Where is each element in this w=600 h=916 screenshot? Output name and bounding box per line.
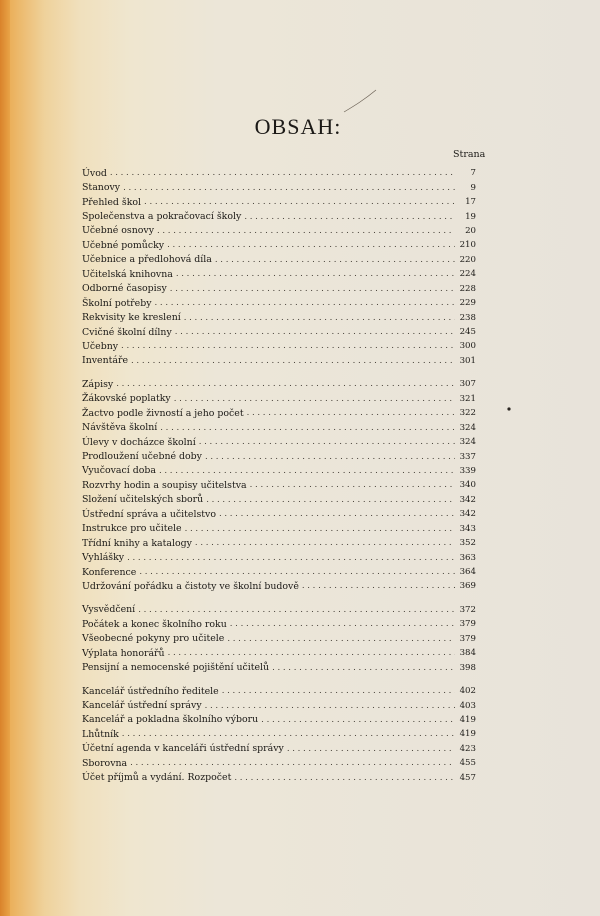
dot-leader xyxy=(138,605,455,615)
toc-entry-label: Počátek a konec školního roku xyxy=(82,618,227,630)
toc-entry-label: Ústřední správa a učitelstvo xyxy=(82,508,216,520)
toc-entry-page: 403 xyxy=(459,700,476,711)
section-gap xyxy=(82,675,476,684)
toc-entry-label: Vyučovací doba xyxy=(82,465,156,477)
dot-leader xyxy=(157,226,455,236)
dot-leader xyxy=(302,581,455,591)
dot-leader xyxy=(160,423,455,433)
toc-entry-label: Všeobecné pokyny pro učitele xyxy=(82,633,225,645)
toc-entry-page: 337 xyxy=(459,451,476,462)
toc-entry-page: 369 xyxy=(459,581,476,592)
dot-leader xyxy=(121,341,455,351)
page-column-header: Strana xyxy=(453,149,486,160)
toc-entry-page: 364 xyxy=(459,567,476,578)
toc-entry-page: 379 xyxy=(459,619,476,630)
toc-entry-page: 238 xyxy=(459,312,476,323)
toc-entry-label: Zápisy xyxy=(82,378,114,390)
toc-entry xyxy=(82,632,476,646)
toc-entry xyxy=(82,565,476,579)
dot-leader xyxy=(175,327,455,337)
toc-entry-label: Cvičné školní dílny xyxy=(82,326,172,338)
toc-entry-page: 224 xyxy=(459,269,476,280)
dot-leader xyxy=(184,313,455,323)
toc-entry-label: Žákovské poplatky xyxy=(82,393,171,405)
toc-entry-page: 342 xyxy=(459,509,476,520)
toc-entry xyxy=(82,354,476,368)
dot-leader xyxy=(234,773,455,783)
dot-leader xyxy=(167,240,455,250)
dot-leader xyxy=(195,538,455,548)
toc-entry-label: Instrukce pro učitele xyxy=(82,523,182,535)
toc-entry-label: Učebnice a předlohová díla xyxy=(82,254,212,266)
toc-entry-page: 19 xyxy=(465,211,476,222)
ink-mark xyxy=(340,86,380,116)
dot-leader xyxy=(272,663,455,673)
toc-entry xyxy=(82,579,476,593)
toc-entry xyxy=(82,253,476,267)
toc-entry-label: Inventáře xyxy=(82,355,129,367)
section-gap xyxy=(82,594,476,603)
toc-entry xyxy=(82,771,476,785)
dot-leader xyxy=(247,408,455,418)
toc-entry-label: Úvod xyxy=(82,167,107,179)
toc-entry xyxy=(82,420,476,434)
dot-leader xyxy=(219,509,455,519)
toc-entry-label: Kancelář ústřední správy xyxy=(82,700,202,712)
toc-entry-label: Stanovy xyxy=(82,182,121,194)
toc-entry-page: 423 xyxy=(459,743,476,754)
toc-entry-page: 372 xyxy=(459,604,476,615)
toc-entry-label: Kancelář a pokladna školního výboru xyxy=(82,714,259,726)
toc-entry xyxy=(82,536,476,550)
toc-entry xyxy=(82,238,476,252)
toc-entry-page: 229 xyxy=(459,298,476,309)
toc-entry-label: Učebny xyxy=(82,340,119,352)
toc-entry xyxy=(82,195,476,209)
toc-entry xyxy=(82,224,476,238)
dot-leader xyxy=(250,480,455,490)
toc-entry-page: 384 xyxy=(459,648,476,659)
toc-entry xyxy=(82,713,476,727)
toc-entry xyxy=(82,756,476,770)
toc-entry-page: 324 xyxy=(459,422,476,433)
toc-entry-label: Učebné pomůcky xyxy=(82,239,165,251)
dot-leader xyxy=(110,168,455,178)
toc-entry-page: 457 xyxy=(459,772,476,783)
toc-entry-label: Úlevy v docházce školní xyxy=(82,436,196,448)
dot-leader xyxy=(205,452,455,462)
toc-entry-label: Žactvo podle živností a jeho počet xyxy=(82,407,244,419)
dot-leader xyxy=(159,466,455,476)
dot-leader xyxy=(287,744,455,754)
toc-entry-page: 321 xyxy=(459,393,476,404)
dot-leader xyxy=(261,715,455,725)
toc-entry xyxy=(82,478,476,492)
toc-entry xyxy=(82,392,476,406)
dot-leader xyxy=(131,356,455,366)
toc-entry-label: Pensijní a nemocenské pojištění učitelů xyxy=(82,662,270,674)
dot-leader xyxy=(139,567,455,577)
toc-entry-page: 352 xyxy=(459,538,476,549)
toc-entry xyxy=(82,507,476,521)
toc-entry-page: 7 xyxy=(470,168,476,179)
toc-entry-page: 300 xyxy=(459,341,476,352)
table-of-contents xyxy=(82,166,476,785)
toc-entry xyxy=(82,282,476,296)
toc-entry xyxy=(82,435,476,449)
toc-entry-page: 402 xyxy=(459,686,476,697)
toc-entry-label: Účet příjmů a vydání. Rozpočet xyxy=(82,772,232,784)
dot-leader xyxy=(206,495,455,505)
toc-entry-label: Vysvědčení xyxy=(82,604,136,616)
toc-entry-label: Společenstva a pokračovací školy xyxy=(82,211,242,223)
toc-entry xyxy=(82,684,476,698)
toc-entry-page: 379 xyxy=(459,633,476,644)
toc-entry xyxy=(82,603,476,617)
toc-entry-label: Konference xyxy=(82,566,137,578)
dot-leader xyxy=(122,729,455,739)
toc-entry xyxy=(82,464,476,478)
toc-entry-page: 324 xyxy=(459,437,476,448)
dot-leader xyxy=(215,255,455,265)
dot-leader xyxy=(123,183,455,193)
toc-entry xyxy=(82,646,476,660)
dot-leader xyxy=(116,379,455,389)
dot-leader xyxy=(199,437,455,447)
ink-mark xyxy=(505,405,513,413)
toc-entry-page: 307 xyxy=(459,379,476,390)
toc-entry-page: 339 xyxy=(459,465,476,476)
dot-leader xyxy=(170,284,455,294)
toc-entry xyxy=(82,325,476,339)
toc-entry-label: Prodloužení učebné doby xyxy=(82,451,202,463)
toc-entry xyxy=(82,550,476,564)
toc-entry-page: 342 xyxy=(459,494,476,505)
toc-entry-label: Kancelář ústředního ředitele xyxy=(82,685,219,697)
toc-entry-page: 210 xyxy=(459,240,476,251)
toc-entry-label: Rekvisity ke kreslení xyxy=(82,312,181,324)
toc-entry-label: Školní potřeby xyxy=(82,297,152,309)
dot-leader xyxy=(222,686,455,696)
dot-leader xyxy=(244,212,455,222)
toc-entry-page: 228 xyxy=(459,283,476,294)
dot-leader xyxy=(205,701,455,711)
toc-entry-page: 398 xyxy=(459,662,476,673)
toc-entry xyxy=(82,449,476,463)
toc-entry-page: 455 xyxy=(459,758,476,769)
toc-entry-label: Třídní knihy a katalogy xyxy=(82,537,192,549)
dot-leader xyxy=(144,197,455,207)
toc-entry-label: Účetní agenda v kanceláři ústřední správy xyxy=(82,743,284,755)
toc-entry xyxy=(82,166,476,180)
toc-entry-page: 20 xyxy=(465,225,476,236)
toc-entry-page: 9 xyxy=(470,182,476,193)
dot-leader xyxy=(230,619,455,629)
toc-entry-label: Výplata honorářů xyxy=(82,647,165,659)
toc-entry xyxy=(82,339,476,353)
dot-leader xyxy=(174,394,455,404)
toc-entry-label: Složení učitelských sborů xyxy=(82,494,204,506)
toc-entry-page: 419 xyxy=(459,729,476,740)
toc-entry-page: 419 xyxy=(459,714,476,725)
toc-entry-label: Udržování pořádku a čistoty ve školní budově xyxy=(82,580,299,592)
toc-entry xyxy=(82,493,476,507)
toc-entry-page: 340 xyxy=(459,480,476,491)
toc-entry xyxy=(82,267,476,281)
dot-leader xyxy=(176,269,455,279)
toc-entry-page: 17 xyxy=(465,197,476,208)
toc-entry xyxy=(82,209,476,223)
toc-entry-label: Rozvrhy hodin a soupisy učitelstva xyxy=(82,479,247,491)
toc-entry-label: Učitelská knihovna xyxy=(82,268,173,280)
toc-entry xyxy=(82,742,476,756)
toc-entry-label: Vyhlášky xyxy=(82,552,125,564)
toc-entry-page: 322 xyxy=(459,408,476,419)
dot-leader xyxy=(130,758,455,768)
section-gap xyxy=(82,368,476,377)
toc-entry-page: 301 xyxy=(459,355,476,366)
toc-entry-label: Návštěva školní xyxy=(82,422,158,434)
toc-entry xyxy=(82,698,476,712)
toc-entry-label: Odborné časopisy xyxy=(82,283,167,295)
toc-entry-label: Sborovna xyxy=(82,757,128,769)
dot-leader xyxy=(227,634,455,644)
toc-entry xyxy=(82,660,476,674)
toc-entry-label: Učebné osnovy xyxy=(82,225,154,237)
toc-entry-label: Lhůtník xyxy=(82,728,119,740)
toc-entry-page: 245 xyxy=(459,327,476,338)
dot-leader xyxy=(155,298,455,308)
dot-leader xyxy=(185,524,455,534)
toc-entry xyxy=(82,296,476,310)
toc-entry xyxy=(82,727,476,741)
toc-entry xyxy=(82,406,476,420)
toc-entry xyxy=(82,377,476,391)
dot-leader xyxy=(127,553,455,563)
toc-entry-page: 363 xyxy=(459,552,476,563)
toc-entry-page: 220 xyxy=(459,254,476,265)
toc-entry xyxy=(82,310,476,324)
toc-entry xyxy=(82,180,476,194)
toc-entry xyxy=(82,522,476,536)
toc-entry-page: 343 xyxy=(459,523,476,534)
page-title: OBSAH: xyxy=(254,114,342,139)
dot-leader xyxy=(168,648,455,658)
toc-entry xyxy=(82,617,476,631)
toc-entry-label: Přehled škol xyxy=(82,196,142,208)
